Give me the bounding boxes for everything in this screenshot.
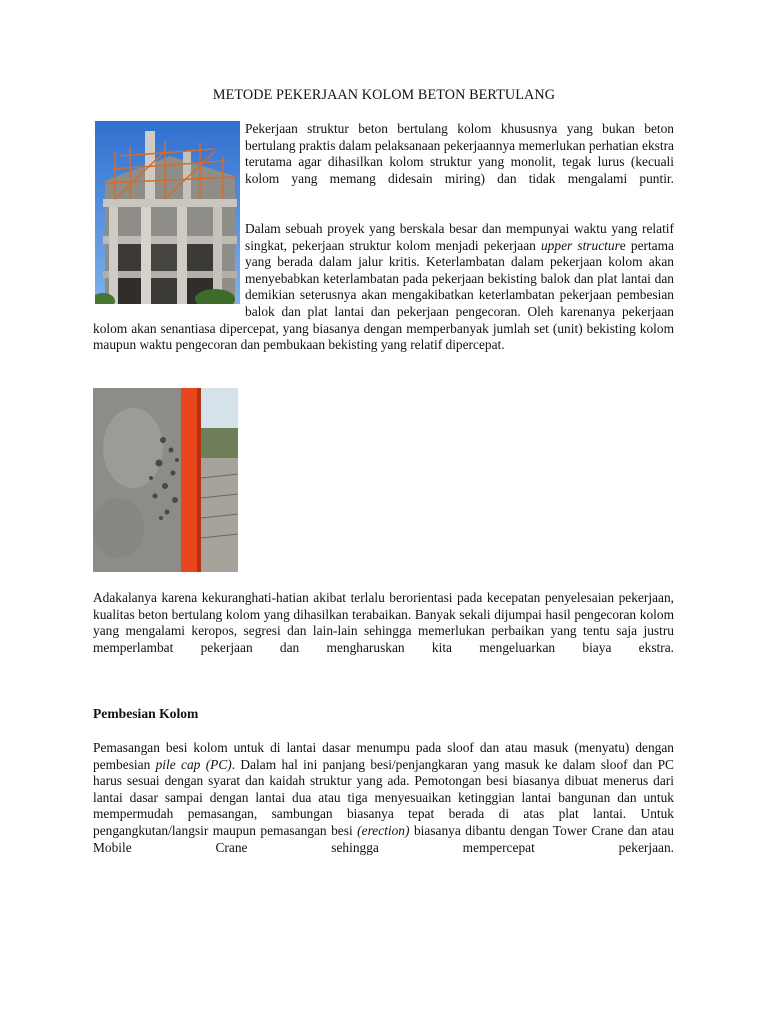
paragraph-4-italic-pile-cap: pile cap (PC) [155, 756, 232, 772]
paragraph-4-italic-erection: (erection) [357, 822, 410, 838]
paragraph-2-italic: upper structur [540, 237, 620, 253]
paragraph-3: Adakalanya karena kekuranghati-hatian akibat terlalu berorientasi pada kecepatan penyelesaian pekerjaan, kualitas beton bertulang kolom yang dihasilkan terabaikan. Banyak sekali dijumpai hasil pengecoran kolom yang mengalami keropos, segresi dan lain-lain sehingga memerlukan perbaikan yang tentu saja justru memperlambat pekerjaan dan mengharuskan kita mengeluarkan biaya ekstra. [93, 590, 674, 655]
column-photo [93, 388, 238, 572]
paragraph-4 [93, 740, 674, 873]
paragraph-2-text-b: e pertama yang berada dalam jalur kritis. Keterlambatan dalam pekerjaan kolom akan menyebabkan keterlambatan pada pekerjaan bekisting balok dan plat lantai dan demikian seterusnya akan mengakibatkan keterlambatan pekerjaan pembesian balok dan plat lantai dan pekerjaan pengecoran. Oleh karenanya pekerjaan kolom akan senantiasa dipercepat, yang biasanya dengan memperbanyak jumlah set (unit) bekisting kolom maupun waktu pengecoran dan pembukaan bekisting yang relatif dipercepat. [93, 237, 674, 353]
paragraph-2 [93, 221, 674, 354]
document-title: METODE PEKERJAAN KOLOM BETON BERTULANG [212, 87, 556, 103]
paragraph-4-text-a: Pemasangan besi kolom untuk di lantai dasar menumpu pada sloof dan atau masuk (menyatu) dengan pembesian [93, 740, 674, 772]
paragraph-4-text-c: biasanya dibantu dengan Tower Crane dan atau Mobile Crane sehingga mempercepat pekerjaan. [93, 822, 675, 855]
paragraph-1-text: Pekerjaan struktur beton bertulang kolom khususnya yang bukan beton bertulang praktis dalam pelaksanaan pekerjaannya memerlukan perhatian ekstra terutama agar dihasilkan kolom struktur yang monolit, tegak lurus (kecuali kolom yang memang didesain miring) dan tidak mengalami puntir. [245, 121, 674, 186]
paragraph-4-text-b: . Dalam hal ini panjang besi/penjangkaran yang masuk ke dalam sloof dan PC harus sesuai dengan syarat dan kaidah struktur yang ada. Pemotongan besi biasanya dibuat menerus dari lantai dasar sampai dengan lantai dua atau tiga menyesuaikan ketinggian lantai bangunan dan untuk mempermudah pemasangan, sambungan biasanya tepat berada di atas plat lantai. Untuk pengangkutan/langsir maupun pemasangan besi [93, 756, 674, 838]
section-heading: Pembesian Kolom [93, 706, 199, 721]
paragraph-2-text-a: Dalam sebuah proyek yang berskala besar dan mempunyai waktu yang relatif singkat, pekerjaan struktur kolom menjadi pekerjaan [245, 221, 674, 253]
image-wrap-space [93, 221, 245, 304]
